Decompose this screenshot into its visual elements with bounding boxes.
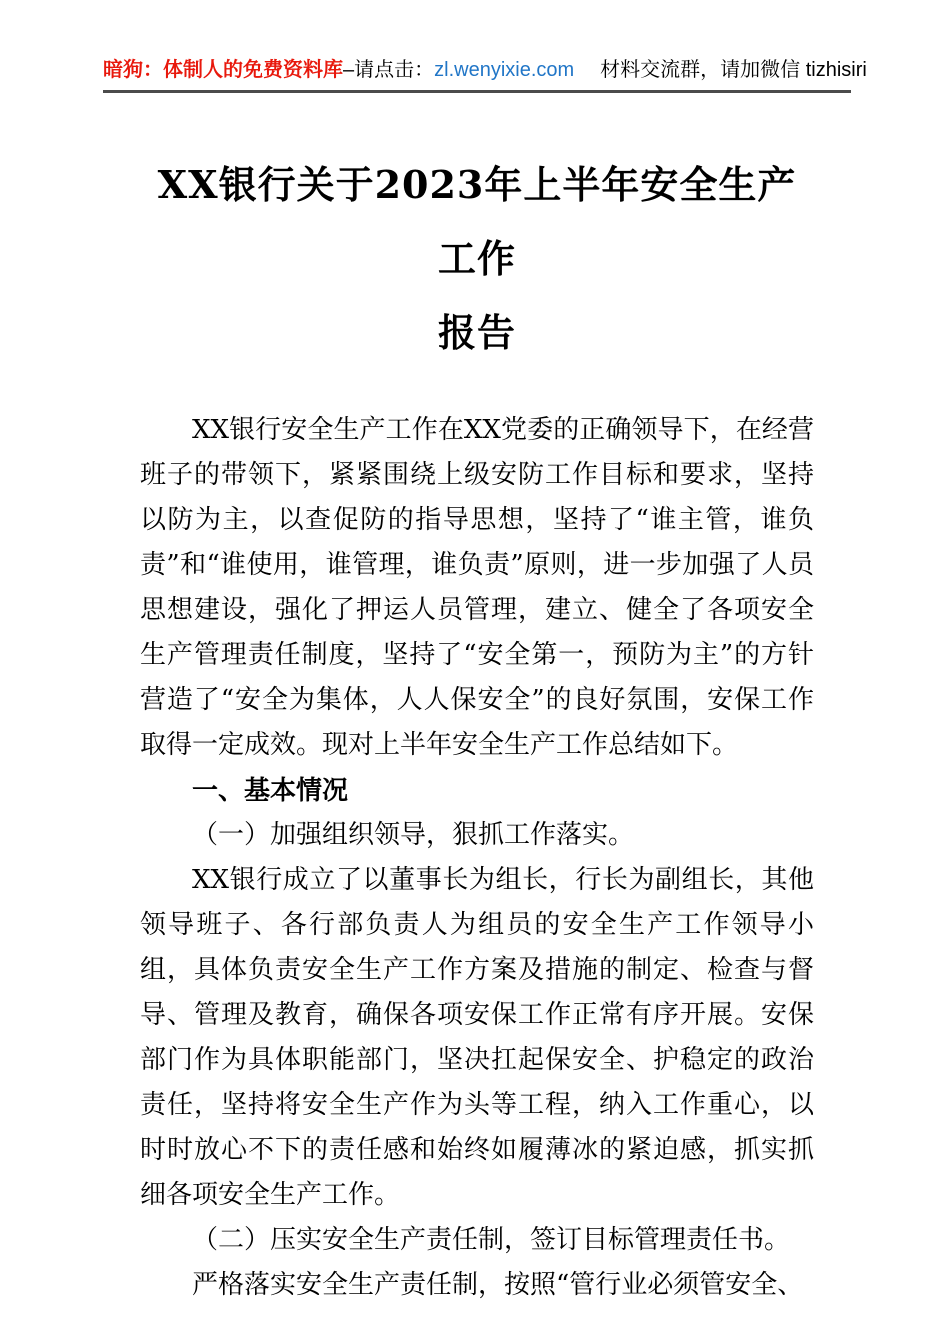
paragraph-leadership-group: XX银行成立了以董事长为组长，行长为副组长，其他领导班子、各行部负责人为组员的安全生产工作领导小组，具体负责安全生产工作方案及措施的制定、检查与督导、管理及教育，确保各项安保工作正常有序开展。安保部门作为具体职能部门，坚决扛起保安全、护稳定的政治责任，坚持将安全生产作为头等工程，纳入工作重心，以时时放心不下的责任感和始终如履薄冰的紧迫感，抓实抓细各项安全生产工作。	[140, 865, 814, 1210]
subsection-heading-1: （一）加强组织领导，狠抓工作落实。	[192, 820, 635, 850]
promo-site-name: 暗狗：体制人的免费资料库	[103, 59, 343, 81]
promo-tail: 材料交流群，请加微信 tizhisiri	[600, 59, 867, 81]
document-title	[140, 148, 814, 370]
promo-prompt: –请点击：	[343, 59, 435, 81]
document-content	[140, 148, 814, 1308]
promo-header	[103, 0, 867, 93]
section-heading-basic-situation: 一、基本情况	[192, 775, 349, 805]
document-title-line1: XX银行关于2023年上半年安全生产工作	[157, 162, 797, 281]
document-body	[140, 408, 814, 1308]
paragraph-intro: XX银行安全生产工作在XX党委的正确领导下，在经营班子的带领下，紧紧围绕上级安防工作目标和要求，坚持以防为主，以查促防的指导思想，坚持了“谁主管，谁负责”和“谁使用，谁管理，谁负责”原则，进一步加强了人员思想建设，强化了押运人员管理，建立、健全了各项安全生产管理责任制度，坚持了“安全第一，预防为主”的方针营造了“安全为集体，人人保安全”的良好氛围，安保工作取得一定成效。现对上半年安全生产工作总结如下。	[140, 415, 814, 760]
paragraph-responsibility-truncated: 严格落实安全生产责任制，按照“管行业必须管安全、	[192, 1270, 804, 1300]
promo-link[interactable]: zl.wenyixie.com	[434, 59, 575, 81]
subsection-heading-2: （二）压实安全生产责任制，签订目标管理责任书。	[192, 1225, 791, 1255]
document-title-line2: 报告	[437, 310, 516, 355]
